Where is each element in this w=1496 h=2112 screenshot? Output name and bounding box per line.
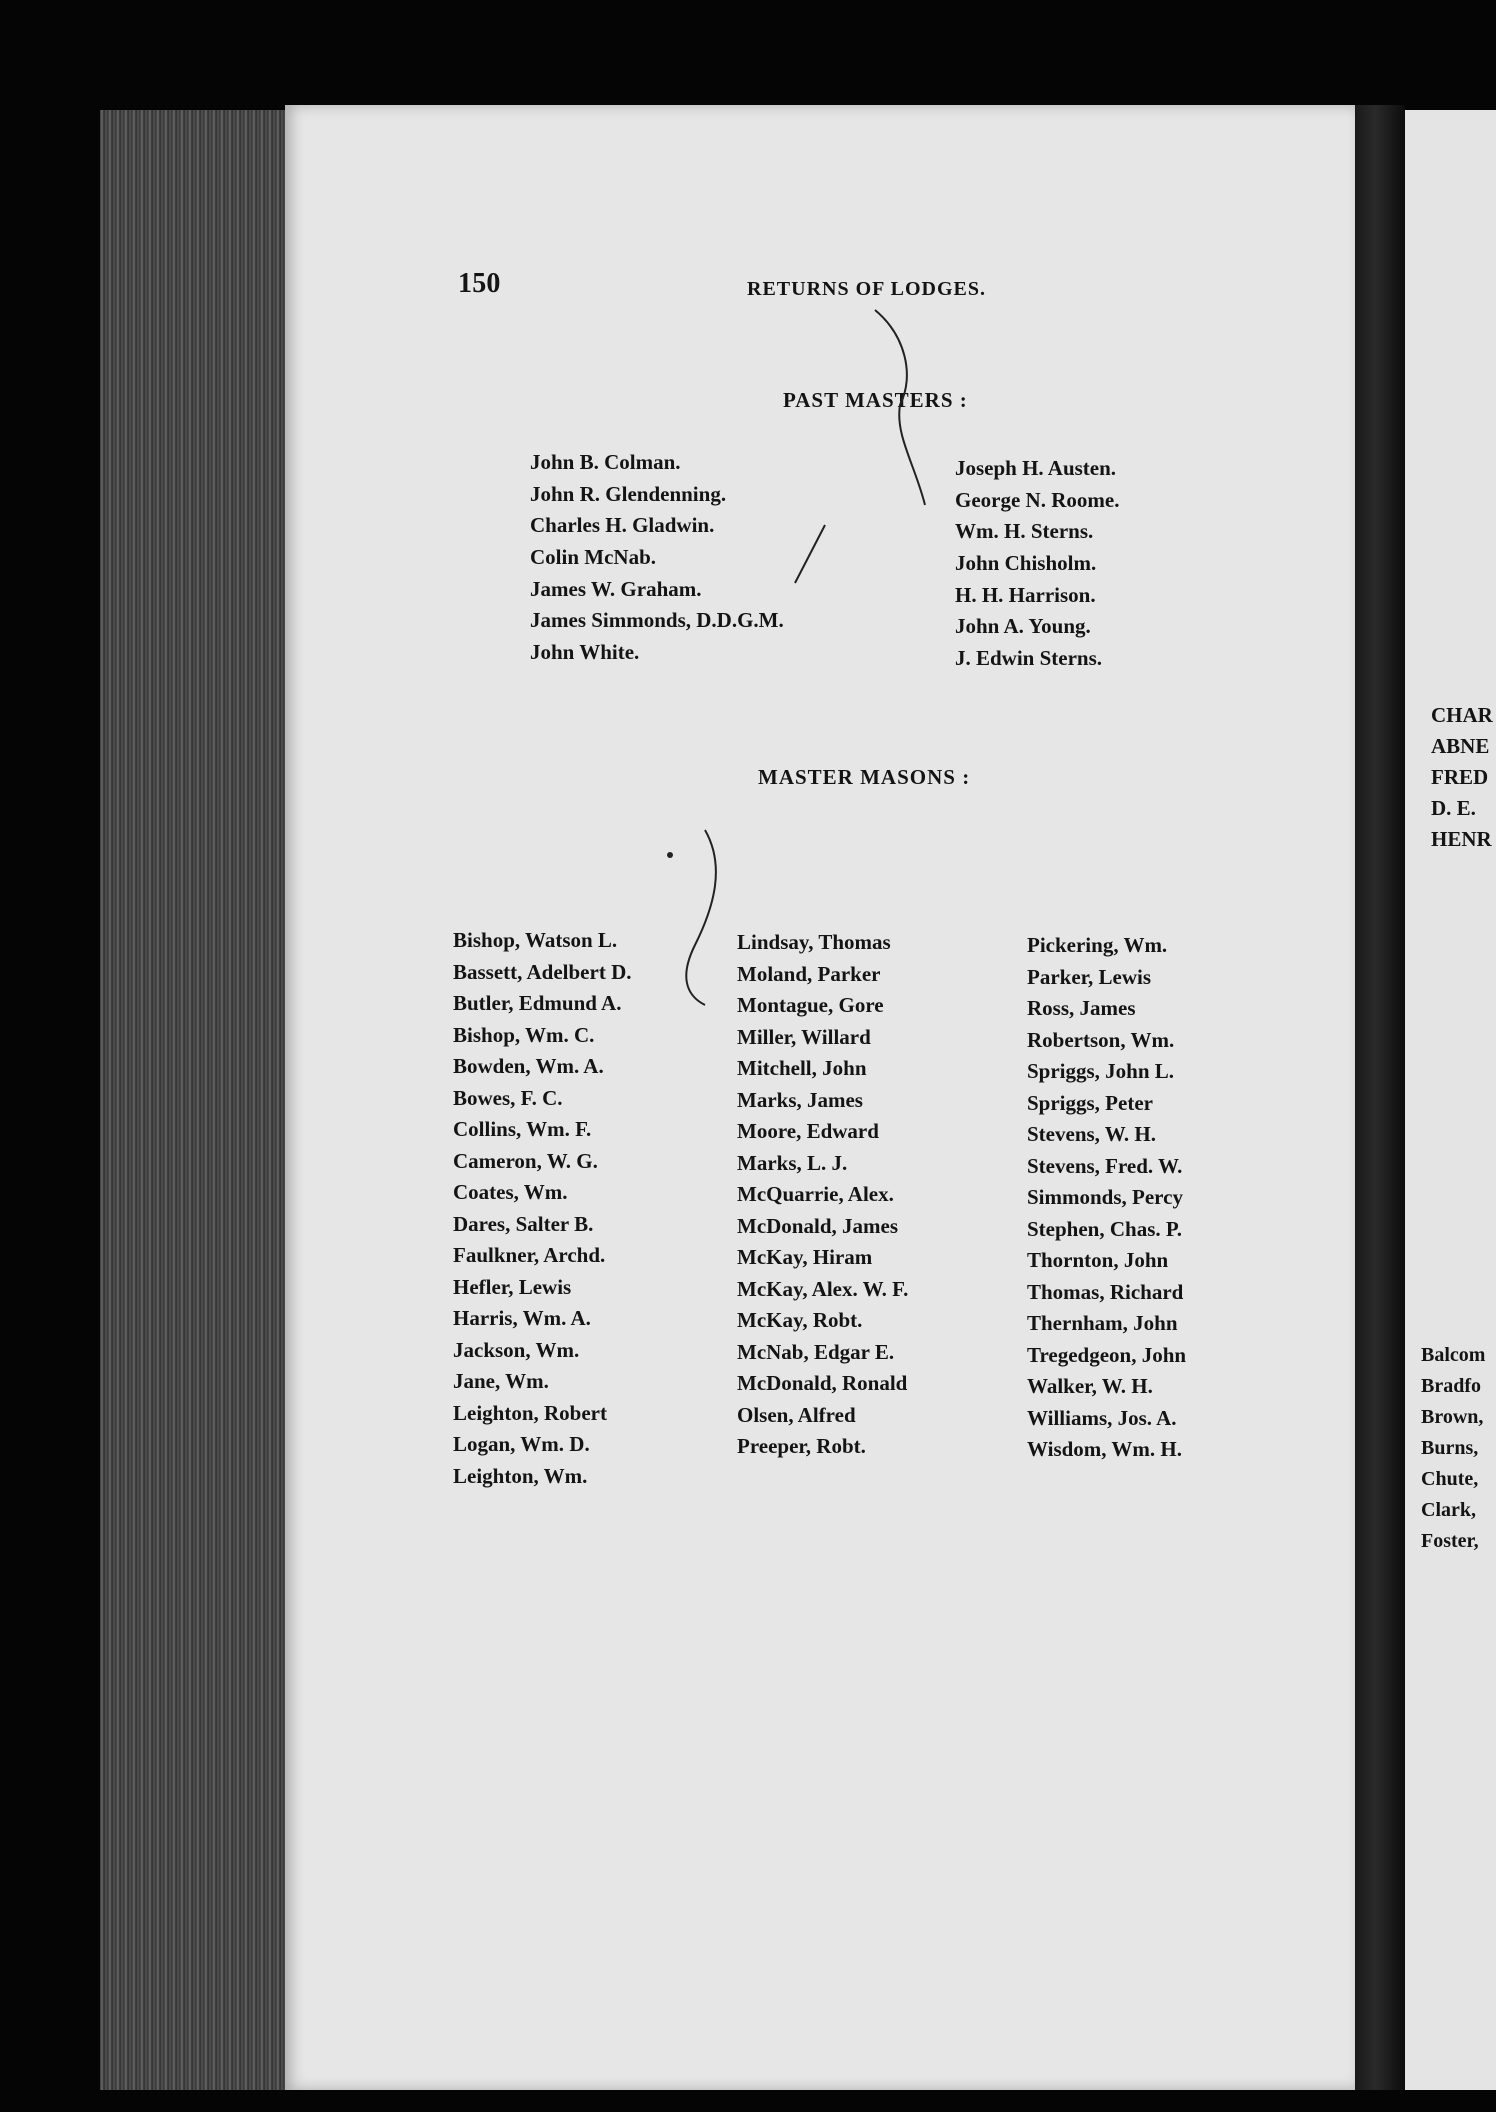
master-masons-heading: MASTER MASONS : — [758, 765, 971, 789]
list-item: Butler, Edmund A. — [453, 991, 622, 1015]
list-item: John Chisholm. — [955, 551, 1097, 576]
list-item: Colin McNab. — [530, 545, 656, 570]
list-item: Stevens, Fred. W. — [1027, 1153, 1183, 1178]
list-item: Moore, Edward — [737, 1119, 879, 1143]
list-item: Thornton, John — [1027, 1248, 1169, 1272]
pencil-marks — [285, 105, 1355, 2090]
list-item: Williams, Jos. A. — [1027, 1405, 1177, 1430]
list-item: Harris, Wm. A. — [453, 1306, 591, 1330]
list-item: Logan, Wm. D. — [453, 1432, 590, 1456]
list-item: George N. Roome. — [955, 487, 1120, 512]
list-item: Thernham, John — [1027, 1311, 1178, 1335]
list-item: Mitchell, John — [737, 1056, 867, 1080]
list-item: John A. Young. — [955, 614, 1091, 639]
list-item: Preeper, Robt. — [737, 1434, 866, 1458]
list-item: Collins, Wm. F. — [453, 1117, 592, 1141]
list-item: McDonald, James — [737, 1213, 898, 1238]
book-spine — [1355, 105, 1405, 2090]
list-item: Bassett, Adelbert D. — [453, 959, 632, 984]
list-item: Spriggs, John L. — [1027, 1059, 1175, 1083]
list-item: John R. Glendenning. — [530, 481, 727, 506]
list-item: Bishop, Wm. C. — [453, 1022, 595, 1047]
list-item: Moland, Parker — [737, 961, 881, 986]
list-item: Marks, James — [737, 1087, 863, 1112]
document-page — [285, 105, 1355, 2090]
list-item: Jackson, Wm. — [453, 1337, 580, 1362]
list-item: Bishop, Watson L. — [453, 928, 618, 952]
adjacent-page-lower-text: Balcom Bradfo Brown, Burns, Chute, Clark, Foster, — [1421, 1344, 1486, 1552]
list-item: John B. Colman. — [530, 450, 681, 474]
list-item: James W. Graham. — [530, 576, 702, 601]
list-item: McKay, Robt. — [737, 1308, 863, 1332]
list-item: Miller, Willard — [737, 1024, 871, 1049]
list-item: McDonald, Ronald — [737, 1371, 908, 1395]
list-item: Marks, L. J. — [737, 1150, 848, 1175]
list-item: Lindsay, Thomas — [737, 930, 891, 954]
list-item: Stevens, W. H. — [1027, 1122, 1156, 1146]
list-item: McKay, Alex. W. F. — [737, 1276, 909, 1301]
list-item: Charles H. Gladwin. — [530, 513, 715, 538]
list-item: Ross, James — [1027, 996, 1136, 1020]
list-item: J. Edwin Sterns. — [955, 646, 1103, 671]
list-item: Faulkner, Archd. — [453, 1243, 606, 1267]
list-item: Cameron, W. G. — [453, 1148, 598, 1173]
list-item: Walker, W. H. — [1027, 1374, 1153, 1398]
list-item: Spriggs, Peter — [1027, 1090, 1153, 1115]
list-item: McKay, Hiram — [737, 1245, 873, 1269]
list-item: James Simmonds, D.D.G.M. — [530, 608, 784, 633]
list-item: John White. — [530, 640, 640, 665]
list-item: Joseph H. Austen. — [955, 456, 1117, 480]
adjacent-page-fragment — [1405, 110, 1496, 2090]
list-item: Montague, Gore — [737, 993, 884, 1017]
book-page-edges — [100, 110, 285, 2090]
list-item: Dares, Salter B. — [453, 1211, 594, 1236]
list-item: Jane, Wm. — [453, 1369, 549, 1393]
list-item: Hefler, Lewis — [453, 1274, 572, 1299]
list-item: Parker, Lewis — [1027, 964, 1152, 989]
list-item: Stephen, Chas. P. — [1027, 1216, 1183, 1241]
list-item: Pickering, Wm. — [1027, 933, 1168, 957]
list-item: Thomas, Richard — [1027, 1279, 1184, 1304]
list-item: Leighton, Robert — [453, 1400, 607, 1425]
list-item: Coates, Wm. — [453, 1180, 568, 1204]
list-item: Wm. H. Sterns. — [955, 519, 1094, 544]
adjacent-page-upper-text: CHAR ABNE FRED D. E. HENR — [1431, 703, 1493, 851]
past-masters-heading: PAST MASTERS : — [783, 388, 968, 412]
list-item: H. H. Harrison. — [955, 582, 1096, 607]
page-number: 150 — [458, 268, 501, 299]
running-head: RETURNS OF LODGES. — [747, 278, 986, 300]
list-item: Olsen, Alfred — [737, 1402, 856, 1427]
list-item: Bowden, Wm. A. — [453, 1054, 604, 1078]
list-item: Leighton, Wm. — [453, 1463, 588, 1488]
list-item: McNab, Edgar E. — [737, 1339, 895, 1364]
list-item: Robertson, Wm. — [1027, 1027, 1175, 1052]
list-item: McQuarrie, Alex. — [737, 1182, 894, 1206]
list-item: Wisdom, Wm. H. — [1027, 1437, 1182, 1461]
list-item: Bowes, F. C. — [453, 1085, 563, 1110]
list-item: Simmonds, Percy — [1027, 1185, 1183, 1209]
list-item: Tregedgeon, John — [1027, 1342, 1187, 1367]
